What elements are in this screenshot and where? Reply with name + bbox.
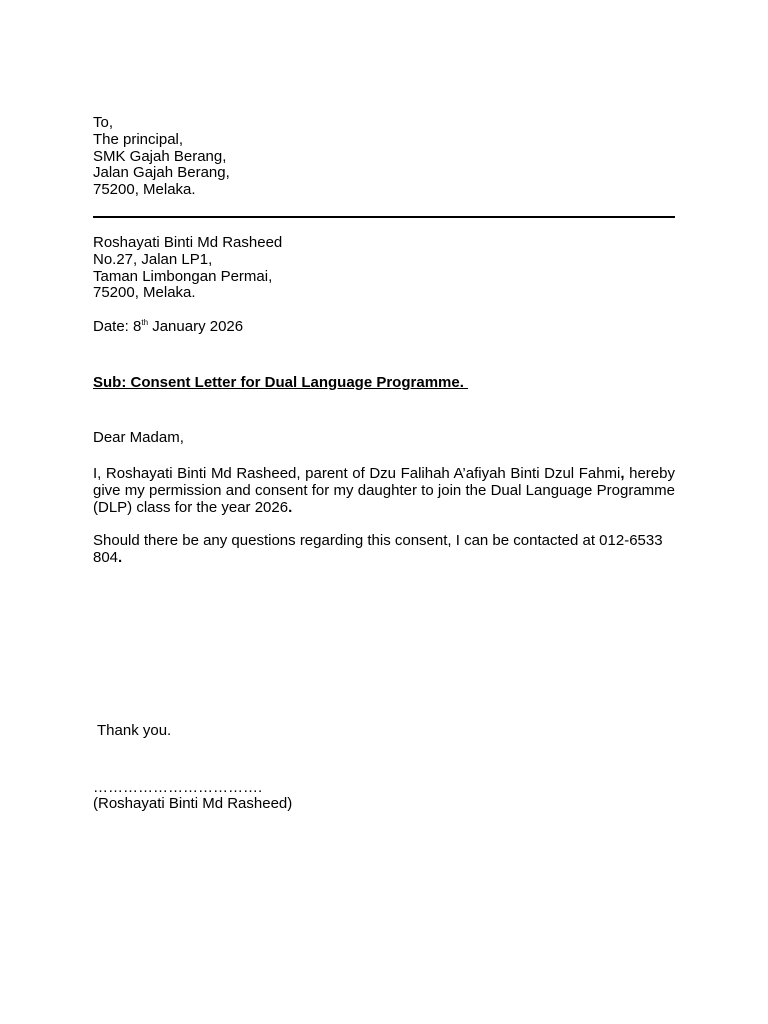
sender-line: Taman Limbongan Permai, (93, 267, 273, 285)
consent-period: . (288, 498, 293, 516)
body-paragraph-contact (93, 533, 675, 567)
letter-date (93, 319, 675, 336)
contact-text: Should there be any questions regarding this consent, I can be contacted at 012-6533 804 (93, 532, 663, 566)
body-paragraph-consent (93, 466, 675, 516)
consent-text-continued: hereby give my permission and consent for my daughter to join the Dual Language Programme (DLP) class for the year 2026 (93, 465, 675, 516)
horizontal-divider (93, 216, 675, 218)
salutation: Dear Madam, (93, 429, 184, 446)
consent-text: I, Roshayati Binti Md Rasheed, parent of Dzu Falihah A’afiyah Binti Dzul Fahmi (93, 465, 621, 482)
signatory-name: (Roshayati Binti Md Rasheed) (93, 795, 293, 812)
date-ordinal-suffix: th (141, 318, 149, 327)
date-prefix: Date: 8 (93, 318, 142, 335)
recipient-line: To, (93, 114, 114, 131)
contact-period: . (118, 548, 123, 566)
date-rest: January 2026 (148, 318, 244, 335)
recipient-line: 75200, Melaka. (93, 181, 196, 199)
signature-line: ……………………………. (93, 779, 263, 796)
recipient-line: SMK Gajah Berang, (93, 147, 227, 165)
subject-line: Sub: Consent Letter for Dual Language Programme. (93, 374, 469, 391)
closing-thanks: Thank you. (97, 722, 172, 739)
sender-line: Roshayati Binti Md Rasheed (93, 234, 283, 251)
sender-line: 75200, Melaka. (93, 284, 196, 302)
consent-comma: , (620, 465, 625, 482)
recipient-address (93, 115, 675, 199)
recipient-line: Jalan Gajah Berang, (93, 164, 230, 182)
recipient-line: The principal, (93, 130, 184, 148)
sender-line: No.27, Jalan LP1, (93, 250, 213, 268)
sender-address (93, 235, 675, 302)
